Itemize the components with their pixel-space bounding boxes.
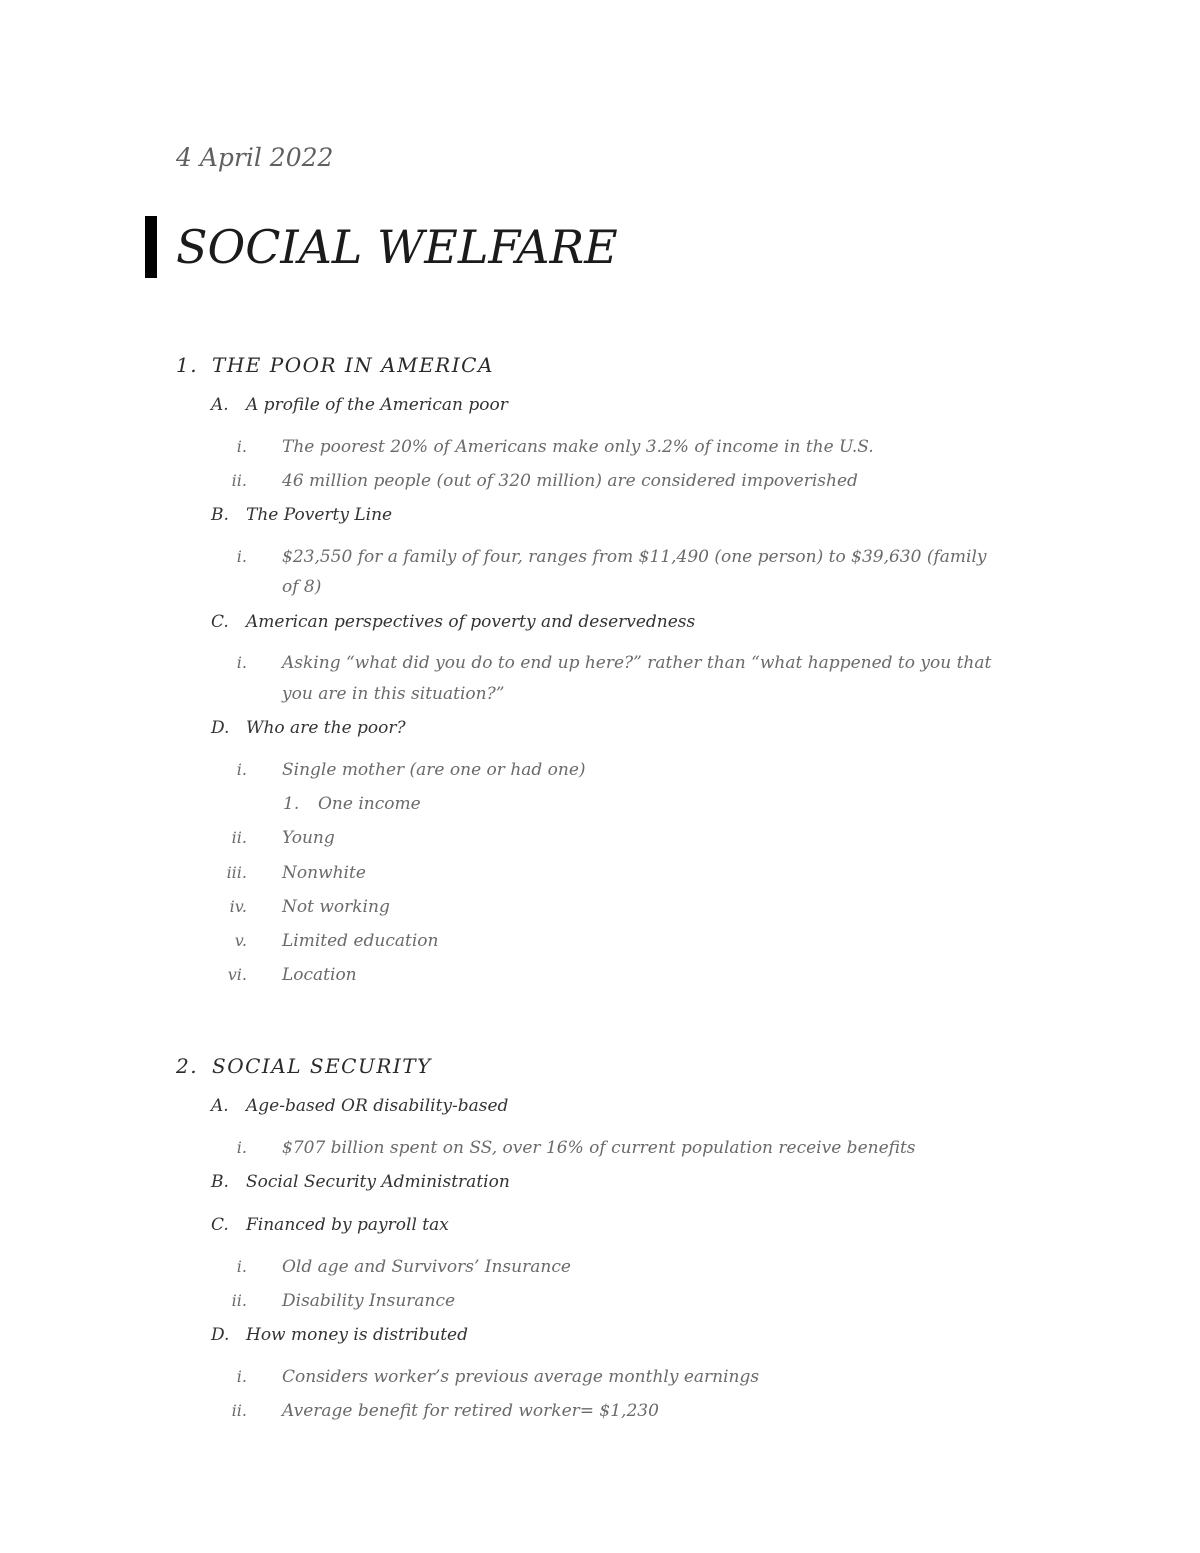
list-item: Asking “what did you do to end up here?” rather than “what happened to you that <box>282 653 992 673</box>
document-title: SOCIAL WELFARE <box>176 220 618 274</box>
document-date: 4 April 2022 <box>176 143 334 172</box>
list-item-number: iii. <box>226 863 247 882</box>
subsection-letter: A. <box>211 395 229 415</box>
list-item-number: vi. <box>227 965 247 984</box>
nested-item-number: 1. <box>283 794 300 814</box>
list-item-number: ii. <box>231 1401 247 1420</box>
list-item: Young <box>282 828 335 848</box>
list-item-number: i. <box>236 1257 247 1276</box>
list-item-number: i. <box>236 1138 247 1157</box>
list-item-continuation: of 8) <box>282 577 322 597</box>
list-item: Disability Insurance <box>282 1291 456 1311</box>
section-heading: THE POOR IN AMERICA <box>212 353 494 377</box>
list-item-continuation: you are in this situation?” <box>282 684 505 704</box>
subsection-heading: Social Security Administration <box>246 1172 510 1192</box>
section-number: 2. <box>176 1054 199 1078</box>
list-item-number: i. <box>236 437 247 456</box>
subsection-heading: The Poverty Line <box>246 505 393 525</box>
subsection-heading: Financed by payroll tax <box>246 1215 449 1235</box>
section-number: 1. <box>176 353 199 377</box>
subsection-heading: Who are the poor? <box>246 718 406 738</box>
list-item: $707 billion spent on SS, over 16% of current population receive benefits <box>282 1138 916 1158</box>
list-item-number: i. <box>236 547 247 566</box>
subsection-letter: D. <box>211 718 230 738</box>
list-item: Single mother (are one or had one) <box>282 760 586 780</box>
nested-list-item: One income <box>318 794 421 814</box>
subsection-heading: A profile of the American poor <box>246 395 508 415</box>
list-item-number: iv. <box>229 897 247 916</box>
subsection-heading: American perspectives of poverty and deservedness <box>246 612 696 632</box>
list-item-number: i. <box>236 760 247 779</box>
subsection-letter: B. <box>211 1172 229 1192</box>
list-item: Limited education <box>282 931 439 951</box>
subsection-heading: How money is distributed <box>246 1325 468 1345</box>
subsection-letter: D. <box>211 1325 230 1345</box>
subsection-letter: C. <box>211 612 229 632</box>
subsection-heading: Age-based OR disability-based <box>246 1096 509 1116</box>
list-item-number: ii. <box>231 828 247 847</box>
list-item-number: i. <box>236 653 247 672</box>
list-item: Location <box>282 965 357 985</box>
list-item-number: ii. <box>231 1291 247 1310</box>
list-item: Average benefit for retired worker= $1,230 <box>282 1401 659 1421</box>
list-item: Old age and Survivors’ Insurance <box>282 1257 571 1277</box>
section-heading: SOCIAL SECURITY <box>212 1054 432 1078</box>
list-item: Considers worker’s previous average monthly earnings <box>282 1367 760 1387</box>
list-item-number: v. <box>234 931 247 950</box>
subsection-letter: B. <box>211 505 229 525</box>
list-item-number: ii. <box>231 471 247 490</box>
list-item: Nonwhite <box>282 863 366 883</box>
list-item-number: i. <box>236 1367 247 1386</box>
list-item: Not working <box>282 897 390 917</box>
subsection-letter: A. <box>211 1096 229 1116</box>
list-item: $23,550 for a family of four, ranges from $11,490 (one person) to $39,630 (family <box>282 547 987 567</box>
title-accent-bar <box>145 216 157 278</box>
list-item: The poorest 20% of Americans make only 3.2% of income in the U.S. <box>282 437 874 457</box>
list-item: 46 million people (out of 320 million) are considered impoverished <box>282 471 858 491</box>
subsection-letter: C. <box>211 1215 229 1235</box>
